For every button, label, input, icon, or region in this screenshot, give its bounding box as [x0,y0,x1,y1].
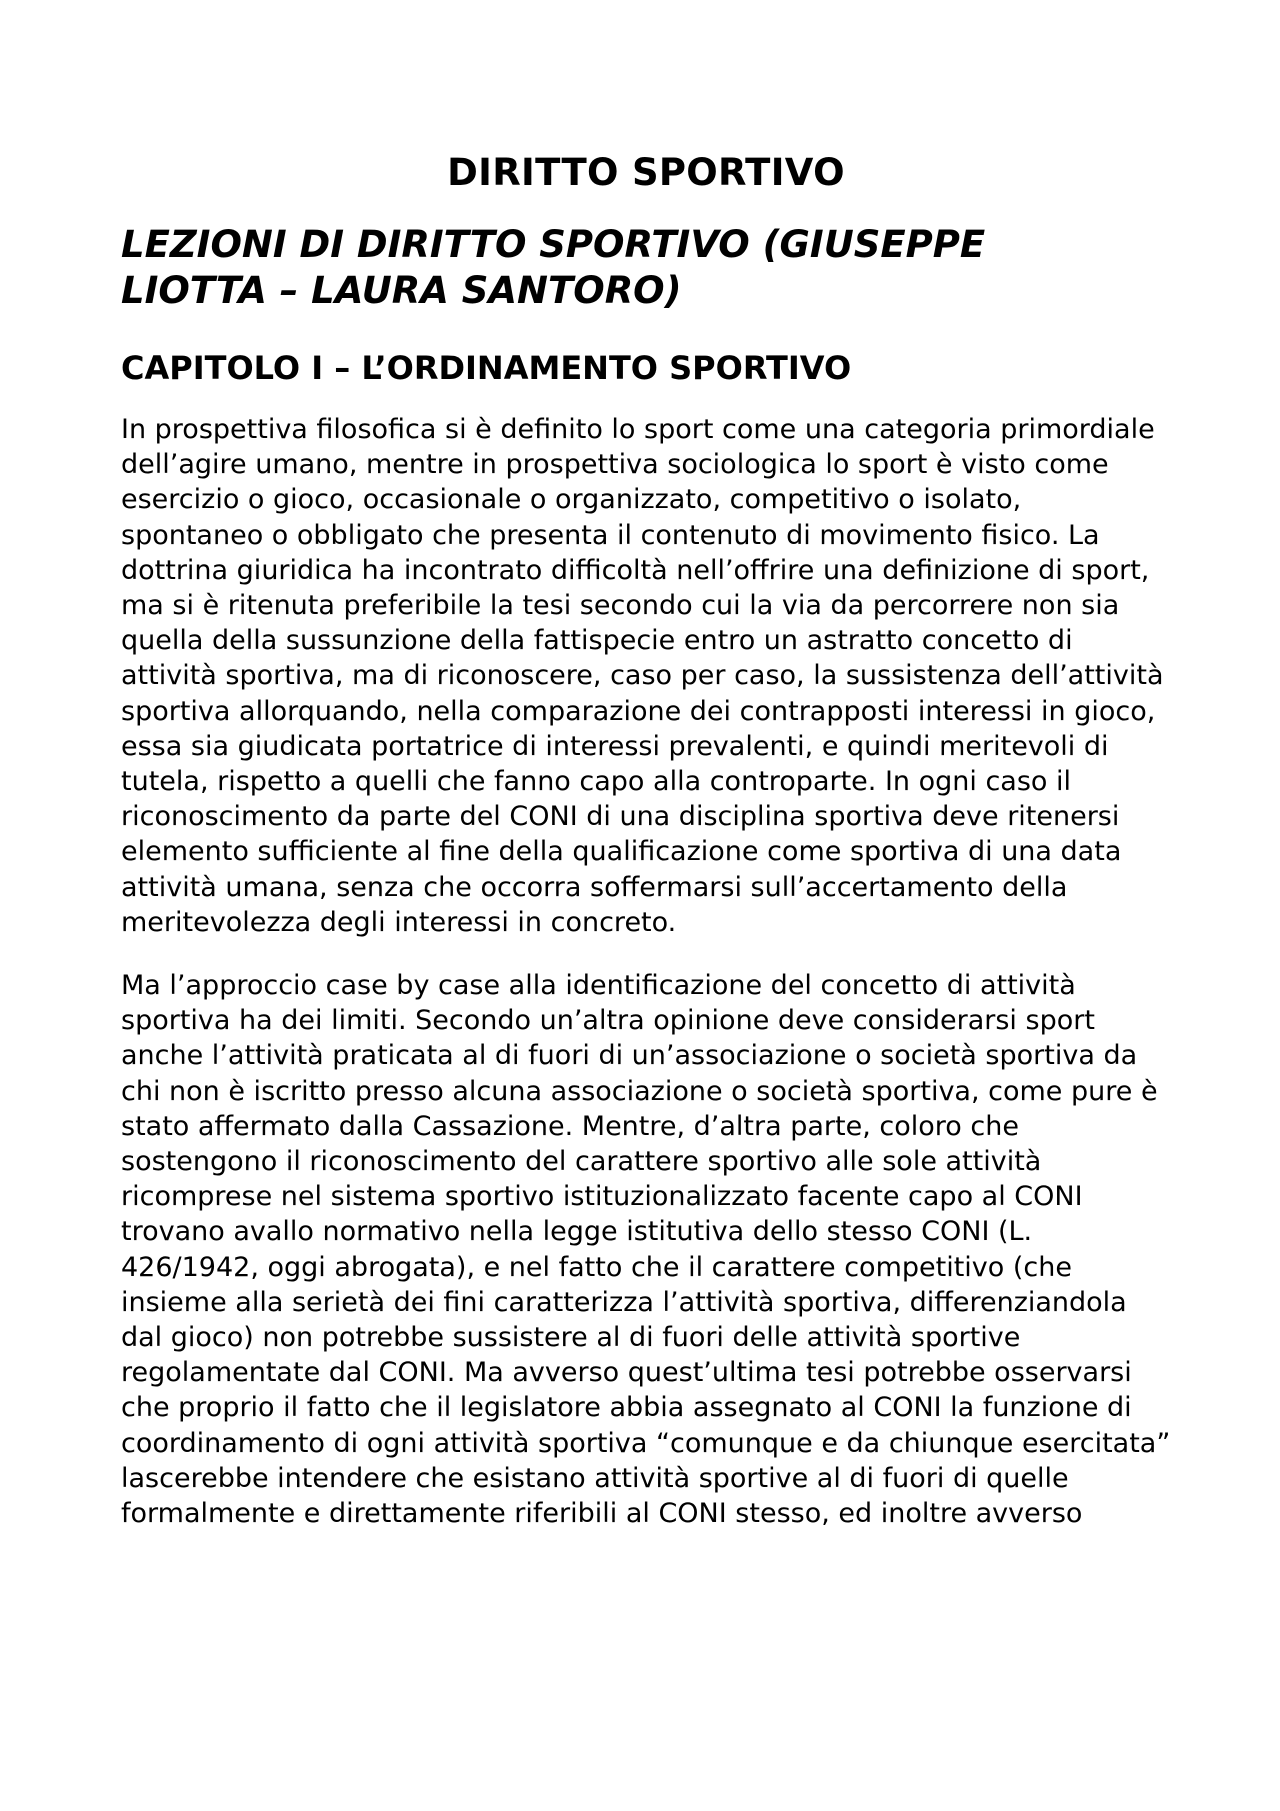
paragraph: Ma l’approccio case by case alla identificazione del concetto di attività sportiva ha dei limiti. Secondo un’altra opinione deve considerarsi sport anche l’attività praticata al di fuori di un’associazione o società sportiva da chi non è iscritto presso alcuna associazione o società sportiva, come pure è stato affermato dalla Cassazione. Mentre, d’altra parte, coloro che sostengono il riconoscimento del carattere sportivo alle sole attività ricomprese nel sistema sportivo istituzionalizzato facente capo al CONI trovano avallo normativo nella legge istitutiva dello stesso CONI (L. 426/1942, oggi abrogata), e nel fatto che il carattere competitivo (che insieme alla serietà dei fini caratterizza l’attività sportiva, differenziandola dal gioco) non potrebbe sussistere al di fuori delle attività sportive regolamentate dal CONI. Ma avverso quest’ultima tesi potrebbe osservarsi che proprio il fatto che il legislatore abbia assegnato al CONI la funzione di coordinamento di ogni attività sportiva “comunque e da chiunque esercitata” lascerebbe intendere che esistano attività sportive al di fuori di quelle formalmente e direttamente riferibili al CONI stesso, ed inoltre avverso [121,970,1171,1530]
chapter-title: CAPITOLO I – L’ORDINAMENTO SPORTIVO [121,349,852,387]
document-title: DIRITTO SPORTIVO [447,151,845,194]
paragraph: In prospettiva filosofica si è definito lo sport come una categoria primordiale dell’agire umano, mentre in prospettiva sociologica lo sport è visto come esercizio o gioco, occasionale o organizzato, competitivo o isolato, spontaneo o obbligato che presenta il contenuto di movimento fisico. La dottrina giuridica ha incontrato difficoltà nell’offrire una definizione di sport, ma si è ritenuta preferibile la tesi secondo cui la via da percorrere non sia quella della sussunzione della fattispecie entro un astratto concetto di attività sportiva, ma di riconoscere, caso per caso, la sussistenza dell’attività sportiva allorquando, nella comparazione dei contrapposti interessi in gioco, essa sia giudicata portatrice di interessi prevalenti, e quindi meritevoli di tutela, rispetto a quelli che fanno capo alla controparte. In ogni caso il riconoscimento da parte del CONI di una disciplina sportiva deve ritenersi elemento sufficiente al fine della qualificazione come sportiva di una data attività umana, senza che occorra soffermarsi sull’accertamento della meritevolezza degli interessi in concreto. [121,414,1164,938]
book-title: LEZIONI DI DIRITTO SPORTIVO (GIUSEPPE LIOTTA – LAURA SANTORO) [121,223,986,312]
document-body [121,148,1171,1531]
